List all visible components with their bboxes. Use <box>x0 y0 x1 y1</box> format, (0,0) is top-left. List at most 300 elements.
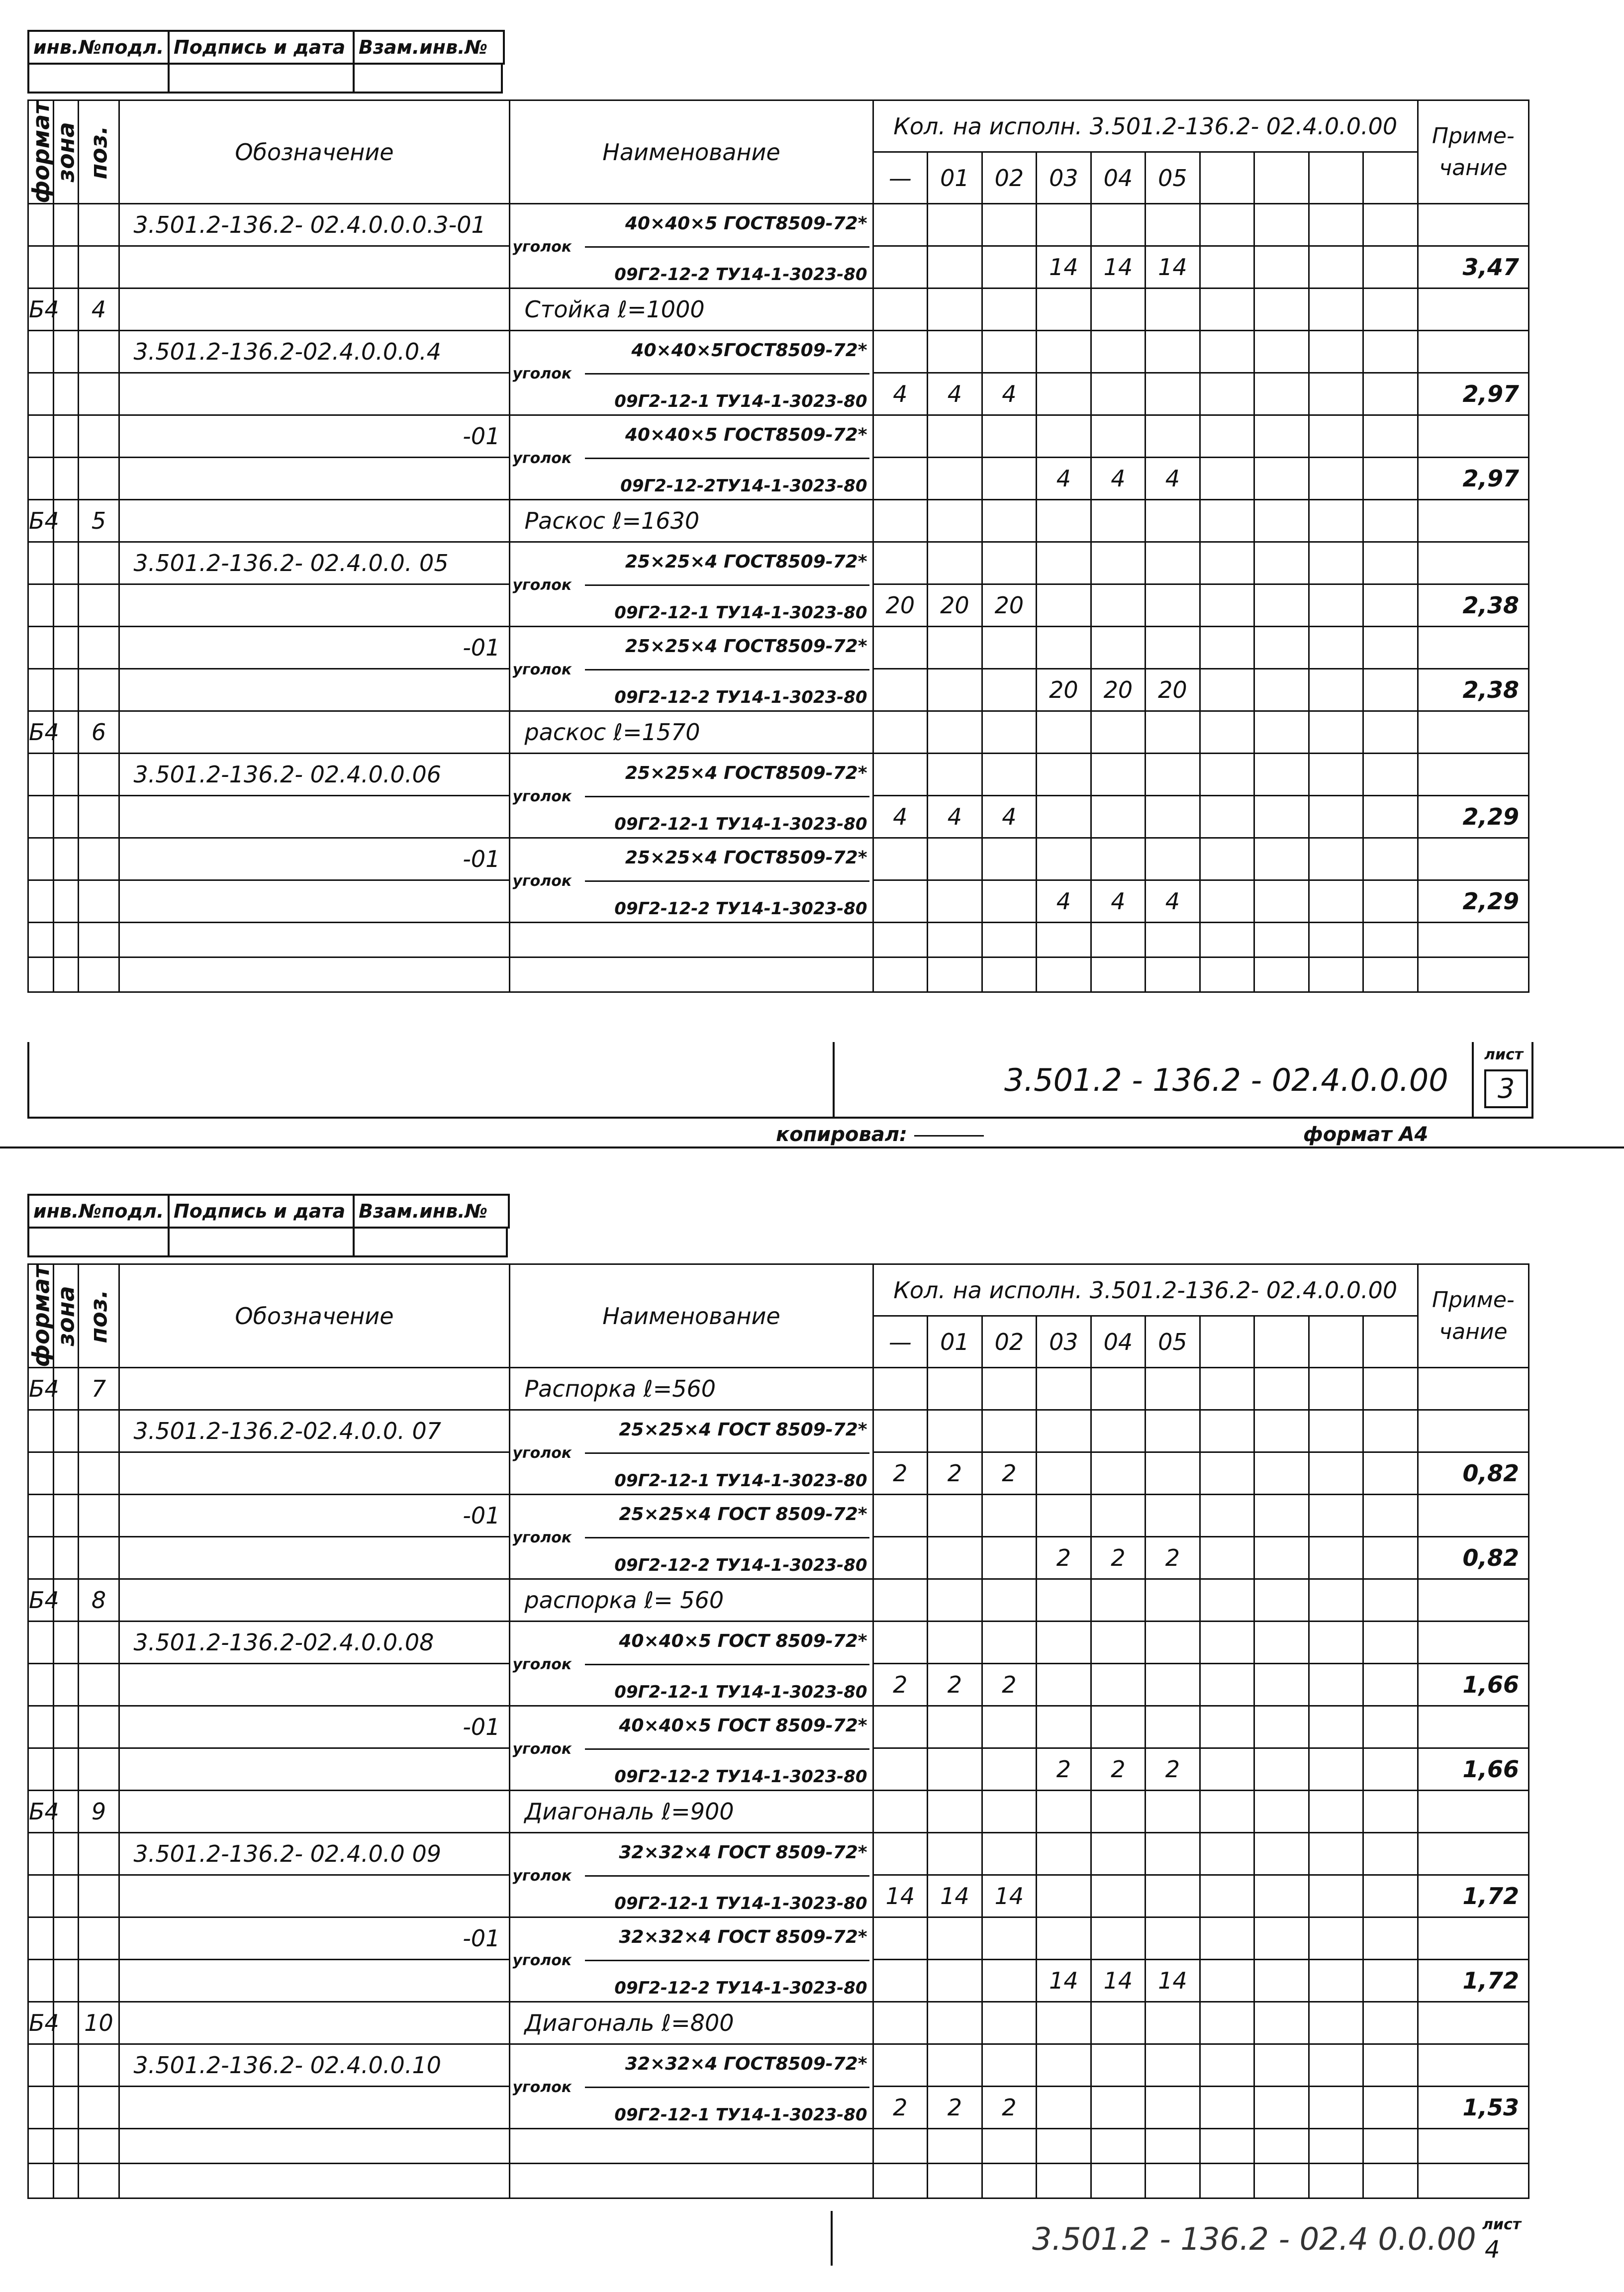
qty-cell <box>873 1579 928 1622</box>
zone-cell <box>53 1410 79 1452</box>
qty-value <box>1037 2087 1091 2129</box>
qty-cell <box>1146 500 1200 542</box>
qty-value <box>873 1748 928 1791</box>
qty-cell <box>928 331 982 373</box>
s2-empty-row <box>28 2164 1529 2198</box>
qty-cell <box>1037 500 1091 542</box>
qty-cell <box>1200 331 1254 373</box>
qty-cell <box>928 1495 982 1537</box>
empty-cell <box>510 2164 873 2198</box>
qty-value: 2 <box>928 1452 982 1495</box>
qty-cell <box>1091 627 1146 669</box>
designation-cell <box>119 1452 510 1495</box>
qty-cell <box>873 627 928 669</box>
qty-cell <box>1200 1368 1254 1410</box>
empty-cell <box>982 2129 1037 2164</box>
qty-cell <box>1309 584 1363 627</box>
mass-value: 1,66 <box>1418 1748 1528 1791</box>
qty-cell <box>873 204 928 246</box>
empty-cell <box>982 923 1037 957</box>
qty-cell <box>1037 1622 1091 1664</box>
zone-cell <box>53 1917 79 1960</box>
material-cell <box>510 2044 873 2129</box>
qty-cell <box>1037 711 1091 754</box>
qty-cell <box>1309 880 1363 923</box>
zone-cell <box>53 246 79 288</box>
profile-spec: 25×25×4 ГОСТ8509-72* <box>625 636 867 657</box>
qty-value <box>928 1748 982 1791</box>
mass-value: 0,82 <box>1418 1452 1528 1495</box>
zone-cell <box>53 415 79 458</box>
qty-cell <box>1037 1706 1091 1748</box>
note-cell <box>1418 500 1528 542</box>
format-cell <box>28 1917 54 1960</box>
qty-cell <box>1254 1875 1309 1917</box>
qty-cell <box>1146 288 1200 331</box>
designation-cell <box>119 584 510 627</box>
note-cell <box>1418 1368 1528 1410</box>
qty-cell <box>1254 1452 1309 1495</box>
empty-cell <box>982 2164 1037 2198</box>
s2-row-0-a <box>28 1368 1529 1410</box>
qty-cell <box>873 1368 928 1410</box>
empty-cell <box>1309 2164 1363 2198</box>
empty-cell <box>1254 2164 1309 2198</box>
s2-row-6-a <box>28 1791 1529 1833</box>
mass-value: 2,38 <box>1418 584 1528 627</box>
note-cell <box>1418 331 1528 373</box>
fraction-line <box>585 1960 869 1961</box>
qty-cell <box>1363 1452 1418 1495</box>
qty-cell <box>928 288 982 331</box>
qty-cell <box>1146 2044 1200 2087</box>
format-label: формат А4 <box>1303 1123 1429 1146</box>
qty-cell <box>1091 415 1146 458</box>
qty-value: 20 <box>1091 669 1146 711</box>
format-cell <box>28 1706 54 1748</box>
format-cell <box>28 1960 54 2002</box>
empty-cell <box>1309 923 1363 957</box>
format-cell <box>28 458 54 500</box>
empty-cell <box>928 957 982 992</box>
mass-value: 2,38 <box>1418 669 1528 711</box>
spec-table-2 <box>27 1263 1529 2199</box>
material-cell <box>510 627 873 711</box>
empty-cell <box>1037 2129 1091 2164</box>
qty-value: 2 <box>1091 1537 1146 1579</box>
empty-cell <box>79 2129 119 2164</box>
sheet-2 <box>0 1174 1624 2288</box>
steel-grade: 09Г2-12-2 ТУ14-1-3023-80 <box>614 899 867 919</box>
qty-cell <box>1037 1495 1091 1537</box>
qty-cell <box>1309 796 1363 838</box>
zone-cell <box>53 1960 79 2002</box>
qty-value: 20 <box>873 584 928 627</box>
pos-cell: 4 <box>79 288 119 331</box>
designation-cell: 3.501.2-136.2- 02.4.0.0.10 <box>119 2044 510 2087</box>
pos-cell <box>79 1833 119 1875</box>
profile-spec: 32×32×4 ГОСТ8509-72* <box>625 2054 867 2075</box>
qty-cell <box>1037 542 1091 584</box>
fraction-line <box>585 1452 869 1454</box>
qty-cell <box>1091 1410 1146 1452</box>
format-cell <box>28 1833 54 1875</box>
steel-grade: 09Г2-12-1 ТУ14-1-3023-80 <box>614 1682 867 1703</box>
designation-cell <box>119 1579 510 1622</box>
qty-cell <box>873 1495 928 1537</box>
empty-cell <box>510 923 873 957</box>
pos-cell <box>79 1452 119 1495</box>
qty-cell <box>1091 1791 1146 1833</box>
designation-cell <box>119 1791 510 1833</box>
empty-cell <box>1146 2129 1200 2164</box>
s2-row-7-a <box>28 1833 1529 1875</box>
qty-cell <box>1309 1833 1363 1875</box>
format-cell <box>28 2044 54 2087</box>
qty-cell <box>1146 838 1200 880</box>
designation-cell: 3.501.2-136.2- 02.4.0.0. 05 <box>119 542 510 584</box>
s2-row-8-a <box>28 1917 1529 1960</box>
s1-row-6-a <box>28 627 1529 669</box>
qty-cell <box>1309 1579 1363 1622</box>
qty-cell <box>1200 288 1254 331</box>
qty-cell <box>1309 415 1363 458</box>
qty-value <box>873 880 928 923</box>
s1-row-7-a <box>28 711 1529 754</box>
qty-value <box>873 458 928 500</box>
qty-cell <box>1146 1622 1200 1664</box>
variant-01-2: 01 <box>928 1316 982 1368</box>
qty-cell <box>1091 288 1146 331</box>
qty-cell <box>873 754 928 796</box>
s1-empty-row <box>28 923 1529 957</box>
zone-cell <box>53 838 79 880</box>
sheet-divider <box>0 1146 1624 1148</box>
empty-cell <box>1037 923 1091 957</box>
profile-spec: 40×40×5ГОСТ8509-72* <box>631 340 867 361</box>
qty-cell <box>1254 1537 1309 1579</box>
qty-cell <box>928 1706 982 1748</box>
qty-cell <box>1200 584 1254 627</box>
steel-grade: 09Г2-12-2 ТУ14-1-3023-80 <box>614 1767 867 1787</box>
pos-cell: 10 <box>79 2002 119 2044</box>
qty-cell <box>1254 584 1309 627</box>
format-cell <box>28 542 54 584</box>
mass-value: 1,66 <box>1418 1664 1528 1706</box>
qty-cell <box>1363 1706 1418 1748</box>
s1-empty-row <box>28 957 1529 992</box>
qty-cell <box>928 204 982 246</box>
qty-cell <box>1146 204 1200 246</box>
steel-grade: 09Г2-12-1 ТУ14-1-3023-80 <box>614 603 867 623</box>
replace-label-2: Взам.инв.№ <box>359 1200 488 1222</box>
qty-value: 2 <box>1091 1748 1146 1791</box>
format-cell <box>28 838 54 880</box>
qty-value: 4 <box>928 796 982 838</box>
qty-cell <box>1309 1875 1363 1917</box>
qty-cell <box>1254 838 1309 880</box>
material-label: уголок <box>512 1656 572 1674</box>
qty-cell <box>1254 1664 1309 1706</box>
s2-row-5-a <box>28 1706 1529 1748</box>
qty-cell <box>1037 2044 1091 2087</box>
qty-cell <box>928 838 982 880</box>
qty-cell <box>1254 458 1309 500</box>
qty-cell <box>1091 754 1146 796</box>
col-designation-2: Обозначение <box>119 1264 510 1368</box>
qty-cell <box>1037 1410 1091 1452</box>
material-cell <box>510 415 873 500</box>
designation-cell: -01 <box>119 1917 510 1960</box>
sheet-1 <box>0 10 1624 1169</box>
qty-value <box>1037 1875 1091 1917</box>
material-label: уголок <box>512 661 572 679</box>
qty-cell <box>1363 204 1418 246</box>
qty-cell <box>982 1579 1037 1622</box>
qty-cell <box>1254 500 1309 542</box>
qty-cell <box>873 1791 928 1833</box>
col-qty-header: Кол. на исполн. 3.501.2-136.2- 02.4.0.0.00 <box>873 100 1418 152</box>
empty-cell <box>1091 2164 1146 2198</box>
qty-value: 14 <box>982 1875 1037 1917</box>
qty-cell <box>1363 331 1418 373</box>
qty-cell <box>1200 1579 1254 1622</box>
qty-cell <box>873 1622 928 1664</box>
pos-cell <box>79 1410 119 1452</box>
fraction-line <box>585 2087 869 2088</box>
format-cell <box>28 669 54 711</box>
pos-cell <box>79 415 119 458</box>
designation-cell: 3.501.2-136.2-02.4.0.0.0.4 <box>119 331 510 373</box>
profile-spec: 25×25×4 ГОСТ8509-72* <box>625 848 867 868</box>
zone-cell <box>53 880 79 923</box>
designation-cell <box>119 288 510 331</box>
qty-cell <box>982 1706 1037 1748</box>
qty-cell <box>1200 711 1254 754</box>
qty-cell <box>1146 1791 1200 1833</box>
title-block-blank-2 <box>27 1227 508 1257</box>
designation-cell <box>119 669 510 711</box>
qty-cell <box>1254 1579 1309 1622</box>
pos-cell: 7 <box>79 1368 119 1410</box>
qty-cell <box>1309 711 1363 754</box>
pos-cell <box>79 1622 119 1664</box>
steel-grade: 09Г2-12-1 ТУ14-1-3023-80 <box>614 1471 867 1491</box>
qty-cell <box>1037 627 1091 669</box>
empty-cell <box>1146 2164 1200 2198</box>
qty-cell <box>1146 1579 1200 1622</box>
empty-cell <box>1363 957 1418 992</box>
note-cell <box>1418 1833 1528 1875</box>
material-label: уголок <box>512 576 572 594</box>
material-cell <box>510 1495 873 1579</box>
qty-cell <box>1254 246 1309 288</box>
empty-cell <box>1091 923 1146 957</box>
title-block-blank <box>27 63 503 94</box>
qty-cell <box>928 542 982 584</box>
format-cell <box>28 584 54 627</box>
qty-value: 2 <box>1146 1537 1200 1579</box>
qty-cell <box>1309 2044 1363 2087</box>
qty-cell <box>873 500 928 542</box>
empty-cell <box>982 957 1037 992</box>
fraction-line <box>585 796 869 797</box>
pos-cell <box>79 331 119 373</box>
qty-cell <box>928 2002 982 2044</box>
qty-cell <box>1254 796 1309 838</box>
col-format: формат <box>27 101 54 203</box>
fraction-line <box>585 669 869 670</box>
qty-cell <box>1091 1368 1146 1410</box>
sign-label: Подпись и дата <box>170 32 355 63</box>
profile-spec: 25×25×4 ГОСТ8509-72* <box>625 552 867 573</box>
qty-cell <box>873 1706 928 1748</box>
note-cell <box>1418 1410 1528 1452</box>
qty-value <box>928 669 982 711</box>
qty-value: 14 <box>1146 246 1200 288</box>
qty-cell <box>1254 1748 1309 1791</box>
qty-cell <box>1200 1917 1254 1960</box>
qty-cell <box>1363 669 1418 711</box>
qty-cell <box>873 331 928 373</box>
note-cell <box>1418 2002 1528 2044</box>
qty-value <box>1037 373 1091 415</box>
col-designation: Обозначение <box>119 100 510 204</box>
variant-03-2: 03 <box>1037 1316 1091 1368</box>
mass-value: 1,72 <box>1418 1875 1528 1917</box>
qty-cell <box>1200 373 1254 415</box>
qty-value: 4 <box>1037 458 1091 500</box>
qty-cell <box>1254 1410 1309 1452</box>
qty-value: 4 <box>928 373 982 415</box>
format-cell <box>28 754 54 796</box>
material-label: уголок <box>512 450 572 468</box>
s2-row-10-a <box>28 2044 1529 2087</box>
pos-cell: 9 <box>79 1791 119 1833</box>
qty-cell <box>1363 1495 1418 1537</box>
qty-cell <box>1091 542 1146 584</box>
empty-cell <box>28 2129 54 2164</box>
fraction-line <box>585 1664 869 1665</box>
empty-cell <box>1200 2129 1254 2164</box>
note-cell <box>1418 1917 1528 1960</box>
qty-cell <box>1091 1706 1146 1748</box>
designation-cell: -01 <box>119 415 510 458</box>
designation-cell: 3.501.2-136.2-02.4.0.0. 07 <box>119 1410 510 1452</box>
qty-value: 2 <box>1037 1537 1091 1579</box>
mass-value: 2,29 <box>1418 880 1528 923</box>
qty-cell <box>873 2002 928 2044</box>
col-note: Приме-чание <box>1418 100 1528 204</box>
qty-value: 4 <box>1037 880 1091 923</box>
material-label: уголок <box>512 1952 572 1970</box>
qty-value <box>1091 1452 1146 1495</box>
profile-spec: 25×25×4 ГОСТ 8509-72* <box>619 1420 867 1440</box>
qty-cell <box>1091 838 1146 880</box>
qty-cell <box>982 500 1037 542</box>
qty-value <box>928 246 982 288</box>
qty-cell <box>1309 1495 1363 1537</box>
pos-cell <box>79 373 119 415</box>
qty-cell <box>1091 2044 1146 2087</box>
qty-cell <box>1200 500 1254 542</box>
qty-cell <box>1037 1791 1091 1833</box>
sheet-number-2: 4 <box>1485 2236 1500 2264</box>
qty-cell <box>1146 754 1200 796</box>
fraction-line <box>585 880 869 882</box>
qty-cell <box>1363 373 1418 415</box>
qty-cell <box>1363 1664 1418 1706</box>
qty-value <box>928 458 982 500</box>
material-cell <box>510 1622 873 1706</box>
replace-label: Взам.инв.№ <box>359 36 488 58</box>
qty-cell <box>1309 2002 1363 2044</box>
note-cell <box>1418 838 1528 880</box>
qty-cell <box>1254 373 1309 415</box>
qty-cell <box>1091 500 1146 542</box>
qty-cell <box>1091 1833 1146 1875</box>
material-label: уголок <box>512 2079 572 2097</box>
qty-value <box>1146 796 1200 838</box>
qty-cell <box>1037 1579 1091 1622</box>
qty-cell <box>1091 1622 1146 1664</box>
steel-grade: 09Г2-12-2 ТУ14-1-3023-80 <box>614 265 867 285</box>
pos-cell <box>79 2087 119 2129</box>
qty-cell <box>928 1368 982 1410</box>
material-label: уголок <box>512 1867 572 1885</box>
qty-value: 20 <box>982 584 1037 627</box>
material-cell <box>510 204 873 288</box>
designation-cell <box>119 500 510 542</box>
designation-cell: 3.501.2-136.2-02.4.0.0.08 <box>119 1622 510 1664</box>
qty-value <box>873 669 928 711</box>
qty-cell <box>982 1917 1037 1960</box>
qty-cell <box>1309 542 1363 584</box>
signature-mark <box>914 1135 984 1137</box>
steel-grade: 09Г2-12-2 ТУ14-1-3023-80 <box>614 687 867 708</box>
steel-grade: 09Г2-12-2ТУ14-1-3023-80 <box>620 476 867 496</box>
zone-cell <box>53 458 79 500</box>
document-code-2: 3.501.2 - 136.2 - 02.4 0.0.00 <box>1032 2221 1476 2257</box>
empty-cell <box>1091 2129 1146 2164</box>
designation-cell <box>119 796 510 838</box>
pos-cell <box>79 246 119 288</box>
qty-cell <box>1309 2087 1363 2129</box>
qty-cell <box>1254 1917 1309 1960</box>
qty-cell <box>873 415 928 458</box>
qty-cell <box>1254 1960 1309 2002</box>
qty-cell <box>1146 2002 1200 2044</box>
qty-cell <box>1363 415 1418 458</box>
qty-value: 4 <box>1091 880 1146 923</box>
empty-cell <box>1309 957 1363 992</box>
designation-cell: -01 <box>119 627 510 669</box>
pos-cell <box>79 1537 119 1579</box>
stamp-2 <box>27 2211 1529 2266</box>
qty-cell <box>1200 2002 1254 2044</box>
zone-cell <box>53 584 79 627</box>
qty-cell <box>1363 754 1418 796</box>
zone-cell <box>53 1875 79 1917</box>
qty-value <box>1146 584 1200 627</box>
variant-01: 01 <box>928 152 982 204</box>
copied-by <box>776 1123 984 1146</box>
qty-cell <box>1200 415 1254 458</box>
qty-cell <box>873 542 928 584</box>
format-cell <box>28 880 54 923</box>
note-cell <box>1418 288 1528 331</box>
qty-cell <box>1309 669 1363 711</box>
